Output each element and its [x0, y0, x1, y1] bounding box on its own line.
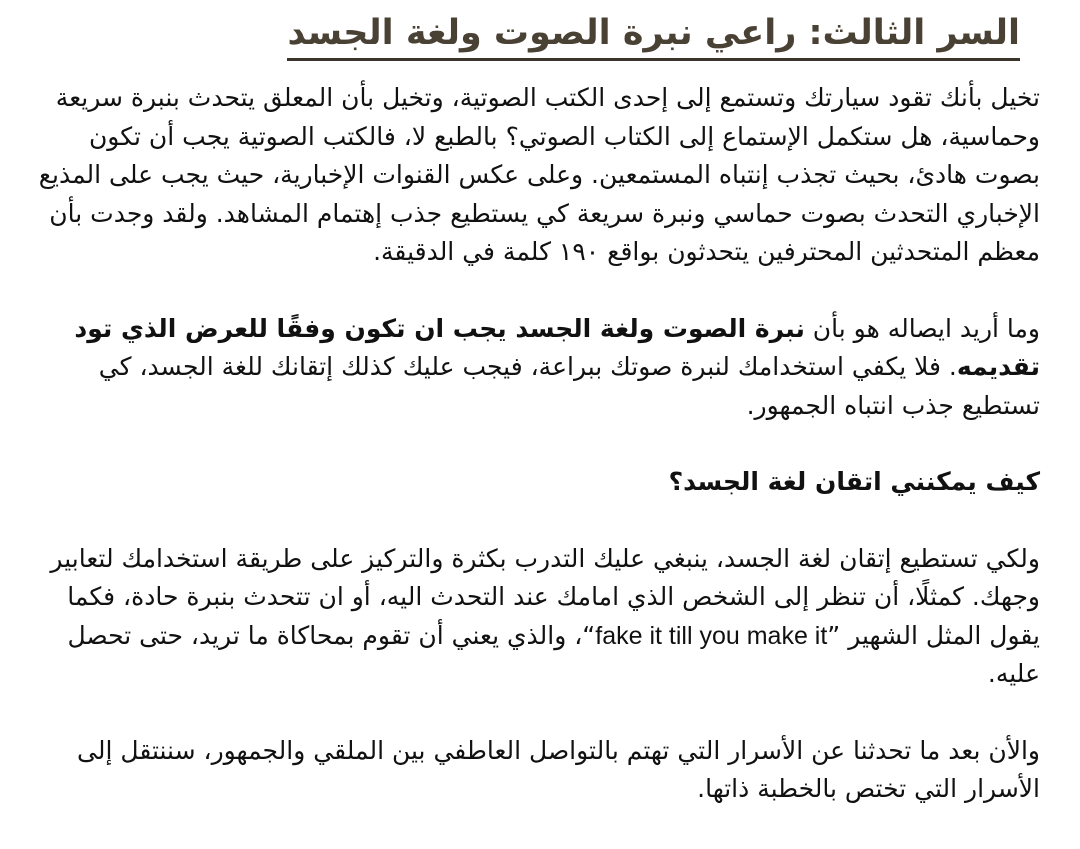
paragraph-voice-emphasis: نبرة الصوت ولغة الجسد يجب ان تكون وفقًا للعرض الذي تود تقديمه — [74, 313, 1040, 381]
paragraph-body-after: “، والذي يعني أن تقوم بمحاكاة ما تريد، حتى تحصل عليه. — [67, 620, 1040, 688]
paragraph-body-before: ولكي تستطيع إتقان لغة الجسد، ينبغي عليك التدرب بكثرة والتركيز على طريقة استخدامك لتعابير وجهك. كمثلًا، أن تنظر إلى الشخص الذي امامك عند التحدث اليه، أو ان تتحدث بنبرة حادة، فكما يقول المثل الشهير ” — [50, 543, 1040, 650]
paragraph-body-language — [18, 540, 1040, 694]
paragraph-transition: والأن بعد ما تحدثنا عن الأسرار التي تهتم بالتواصل العاطفي بين الملقي والجمهور، سننتقل إلى الأسرار التي تختص بالخطبة ذاتها. — [77, 735, 1040, 803]
english-quote: fake it till you make it — [595, 621, 828, 650]
section-title: السر الثالث: راعي نبرة الصوت ولغة الجسد — [287, 8, 1020, 61]
paragraph-voice-and-body — [18, 310, 1040, 426]
paragraph-gap — [18, 272, 1040, 310]
paragraph-voice-lead: وما أريد ايصاله هو بأن — [804, 313, 1040, 343]
paragraph-voice-rest: . فلا يكفي استخدامك لنبرة صوتك ببراعة، فيجب عليك كذلك إتقانك للغة الجسد، كي تستطيع جذب انتباه الجمهور. — [98, 352, 1040, 420]
paragraph-gap — [18, 425, 1040, 463]
paragraph-gap — [18, 502, 1040, 540]
paragraph-gap — [18, 694, 1040, 732]
question-heading: كيف يمكنني اتقان لغة الجسد؟ — [668, 467, 1040, 496]
paragraph-audiobooks: تخيل بأنك تقود سيارتك وتستمع إلى إحدى الكتب الصوتية، وتخيل بأن المعلق يتحدث بنبرة سريعة وحماسية، هل ستكمل الإستماع إلى الكتاب الصوتي؟ بالطبع لا، فالكتب الصوتية يجب أن تكون بصوت هادئ، بحيث تجذب إنتباه المستمعين. وعلى عكس القنوات الإخبارية، حيث يجب على المذيع الإخباري التحدث بصوت حماسي ونبرة سريعة كي يستطيع جذب إهتمام المشاهد. ولقد وجدت بأن معظم المتحدثين المحترفين يتحدثون بواقع ١٩٠ كلمة في الدقيقة. — [38, 83, 1040, 266]
document-page — [18, 8, 1040, 849]
